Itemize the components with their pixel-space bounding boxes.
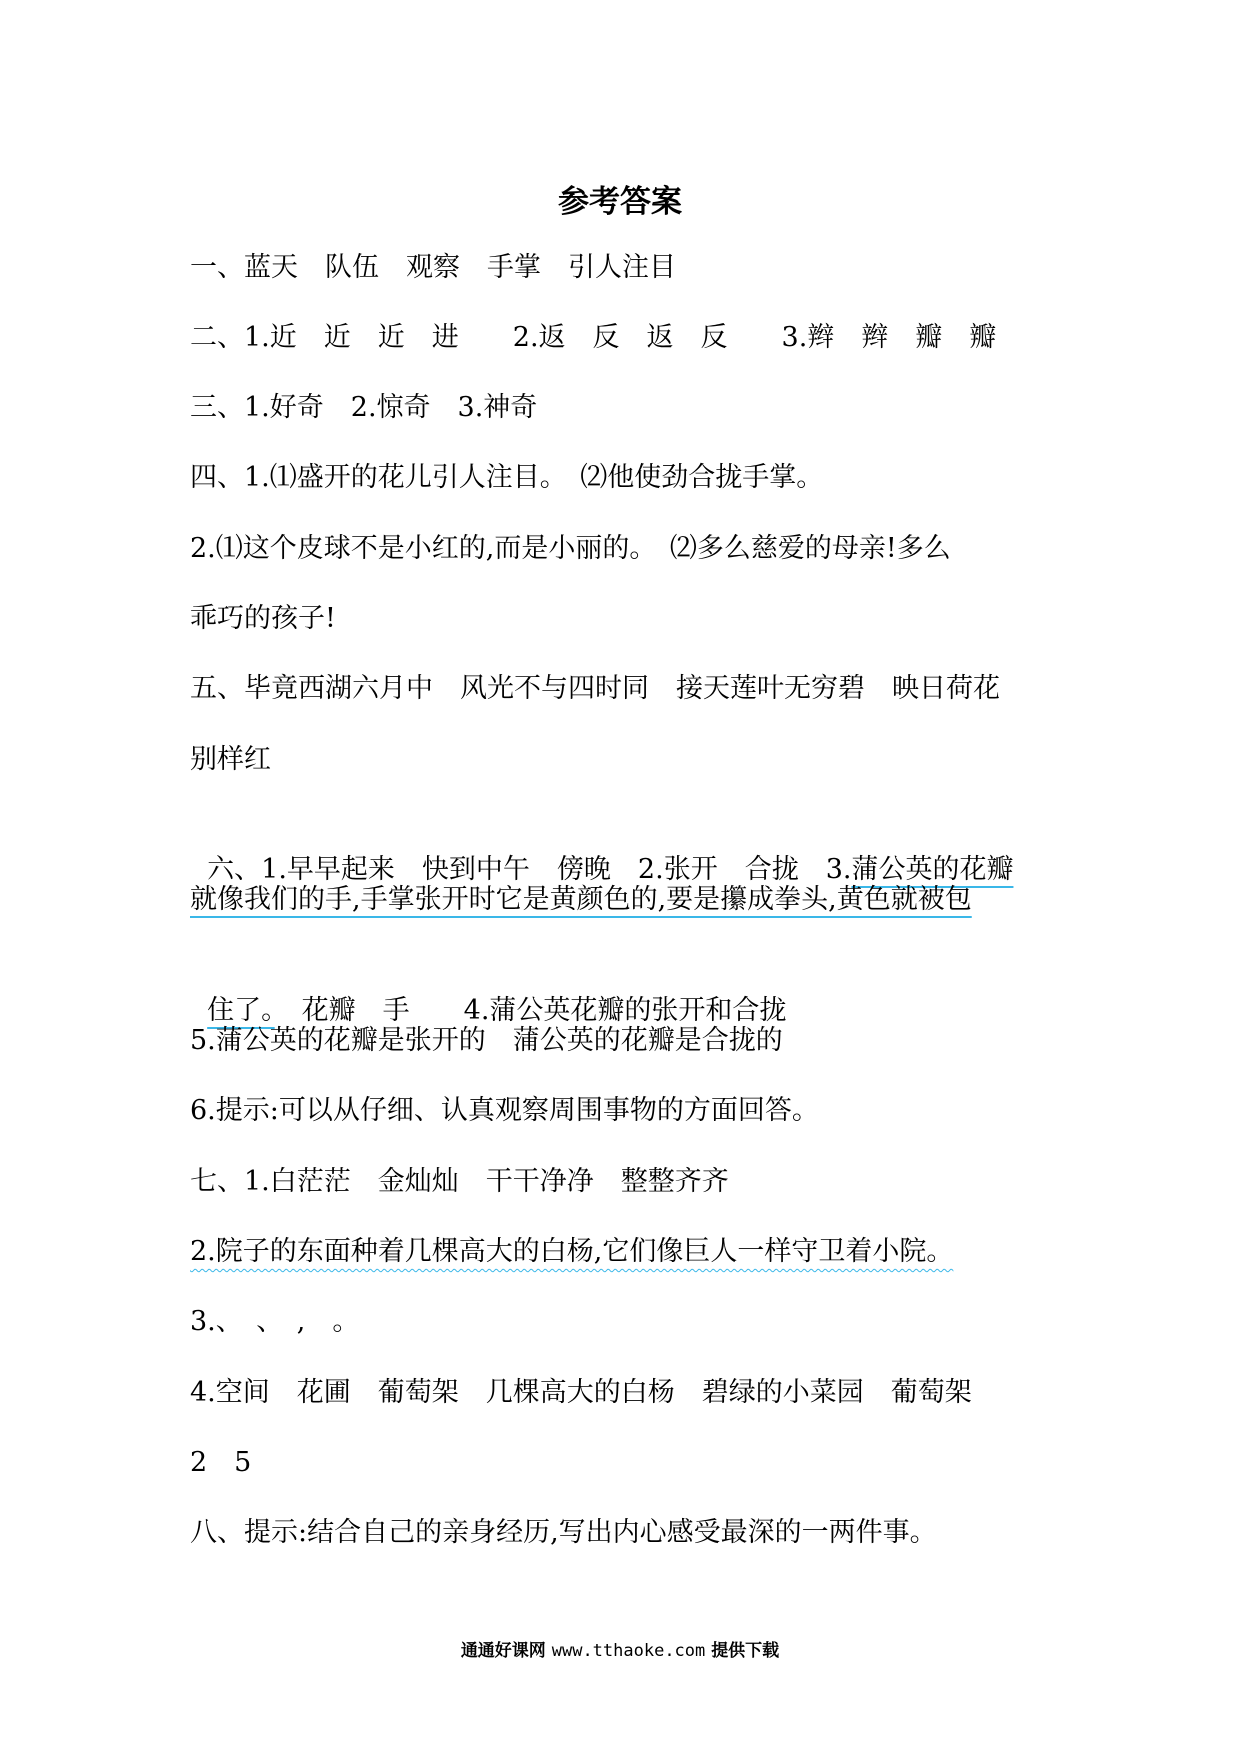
answer-line-18: 2 5 [190, 1447, 252, 1478]
answer-line-9-text: 六、1.早早起来 快到中午 傍晚 2.张开 合拢 3. [207, 854, 852, 885]
answer-line-13: 6.提示:可以从仔细、认真观察周围事物的方面回答。 [190, 1095, 819, 1126]
answer-line-9 [190, 810, 1013, 890]
answer-line-5: 2.⑴这个皮球不是小红的,而是小丽的。 ⑵多么慈爱的母亲!多么 [190, 533, 951, 564]
answer-line-14: 七、1.白茫茫 金灿灿 干干净净 整整齐齐 [190, 1166, 729, 1197]
answer-line-19: 八、提示:结合自己的亲身经历,写出内心感受最深的一两件事。 [190, 1517, 937, 1548]
footer-suffix: 提供下载 [711, 1641, 780, 1661]
answer-line-16: 3.、 、 , 。 [190, 1306, 360, 1337]
answer-line-15-wavy: 2.院子的东面种着几棵高大的白杨,它们像巨人一样守卫着小院。 [190, 1236, 954, 1267]
underlined-answer-end: 住了。 [207, 995, 275, 1026]
answer-line-2: 二、1.近 近 近 进 2.返 反 返 反 3.辫 辫 瓣 瓣 [190, 322, 997, 353]
answer-line-7: 五、毕竟西湖六月中 风光不与四时同 接天莲叶无穷碧 映日荷花 [190, 673, 1000, 704]
underlined-answer-start: 蒲公英的花瓣 [851, 854, 1014, 885]
footer-site-name: 通通好课网 [460, 1641, 546, 1661]
answer-line-1: 一、蓝天 队伍 观察 手掌 引人注目 [190, 252, 676, 283]
page-footer [0, 1636, 1240, 1661]
answer-line-10-underlined: 就像我们的手,手掌张开时它是黄颜色的,要是攥成拳头,黄色就被包 [190, 884, 972, 915]
answer-line-8: 别样红 [190, 744, 271, 775]
footer-url: www.tthaoke.com [551, 1641, 706, 1661]
answer-line-3: 三、1.好奇 2.惊奇 3.神奇 [190, 392, 538, 423]
answer-line-17: 4.空间 花圃 葡萄架 几棵高大的白杨 碧绿的小菜园 葡萄架 [190, 1377, 972, 1408]
answer-line-11-text: 花瓣 手 4.蒲公英花瓣的张开和合拢 [274, 995, 787, 1026]
answer-line-12: 5.蒲公英的花瓣是张开的 蒲公英的花瓣是合拢的 [190, 1025, 783, 1056]
page-title: 参考答案 [558, 184, 682, 220]
answer-line-11 [190, 951, 786, 1031]
answer-line-6: 乖巧的孩子! [190, 603, 336, 634]
answer-line-4: 四、1.⑴盛开的花儿引人注目。 ⑵他使劲合拢手掌。 [190, 462, 824, 493]
